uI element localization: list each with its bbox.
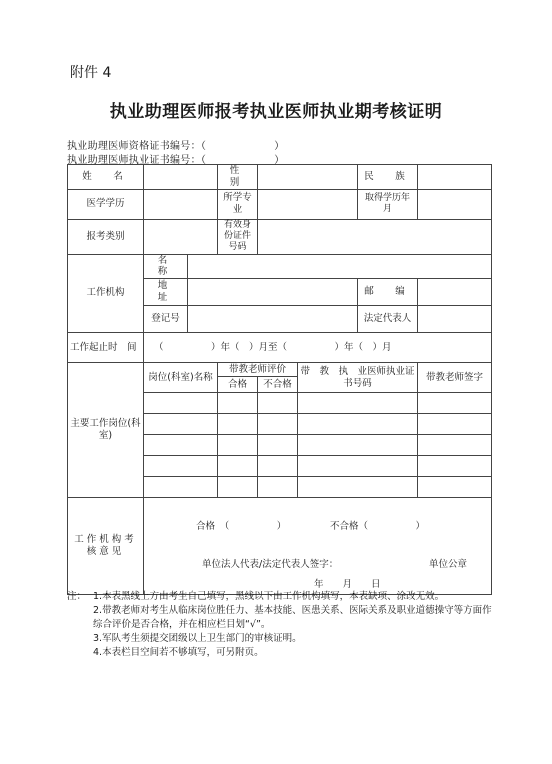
practice-cert-label: 执业助理医师执业证书编号： [67,155,201,166]
qualification-cert-line: 执业助理医师资格证书编号：（ ） [67,141,285,152]
opinion-fail-option[interactable]: 不合格（ ） [330,520,426,532]
post-name-cell[interactable] [144,393,218,414]
mentor-sign-header: 带教老师签字 [418,363,492,393]
opinion-pass-option[interactable]: 合格 （ ） [196,520,287,532]
notes-label: 注： [67,591,87,602]
degree-date-field[interactable] [418,189,492,219]
pass-cell[interactable] [218,393,258,414]
org-address-label: 地 址 [144,279,188,306]
seal-label: 单位公章 [429,558,468,570]
mentor-cert-header: 带 教 执 业医师执业证书号码 [298,363,418,393]
fail-cell[interactable] [258,393,298,414]
mentor-cert-cell[interactable] [298,456,418,477]
mentor-eval-header: 带教老师评价 [218,363,298,377]
degree-date-label: 取得学历年 月 [358,189,418,219]
pass-cell[interactable] [218,435,258,456]
note-item: 4.本表栏目空间若不够填写，可另附页。 [93,647,264,658]
post-name-cell[interactable] [144,456,218,477]
gender-field[interactable] [258,165,358,190]
note-item: 3.军队考生须提交团级以上卫生部门的审核证明。 [93,633,302,644]
main-post-label: 主要工作岗位(科室) [68,363,144,498]
fail-cell[interactable] [258,435,298,456]
org-name-field[interactable] [188,254,492,279]
mentor-cert-cell[interactable] [298,435,418,456]
fail-cell[interactable] [258,414,298,435]
id-number-field[interactable] [258,219,492,254]
assessment-form-table [67,164,492,595]
mentor-sign-cell[interactable] [418,435,492,456]
signature-label: 单位法人代表/法定代表人签字： [202,558,339,570]
qualification-cert-label: 执业助理医师资格证书编号： [67,141,201,152]
name-field[interactable] [144,165,218,190]
gender-label: 性 别 [218,165,258,190]
name-label: 姓 名 [68,165,144,190]
medical-education-field[interactable] [144,189,218,219]
id-number-label: 有效身份证件号码 [218,219,258,254]
attachment-label: 附件 4 [70,65,112,81]
post-name-cell[interactable] [144,435,218,456]
post-name-cell[interactable] [144,477,218,498]
legal-rep-field[interactable] [418,306,492,333]
pass-cell[interactable] [218,456,258,477]
fail-cell[interactable] [258,477,298,498]
legal-rep-label: 法定代表人 [358,306,418,333]
page-title: 执业助理医师报考执业医师执业期考核证明 [109,102,443,122]
mentor-sign-cell[interactable] [418,456,492,477]
pass-cell[interactable] [218,477,258,498]
exam-category-label: 报考类别 [68,219,144,254]
note-item: 注： 1.本表黑线上方由考生自己填写，黑线以下由工作机构填写，本表缺项、涂改无效。 [67,591,445,602]
medical-education-label: 医学学历 [68,189,144,219]
org-opinion-label: 工作机构考核意见 [68,498,144,595]
registration-field[interactable] [188,306,358,333]
fail-header: 不合格 [258,377,298,393]
notes-section [67,590,497,660]
pass-cell[interactable] [218,414,258,435]
mentor-sign-cell[interactable] [418,477,492,498]
major-label: 所学专业 [218,189,258,219]
postcode-label: 邮 编 [358,279,418,306]
mentor-cert-cell[interactable] [298,393,418,414]
postcode-field[interactable] [418,279,492,306]
org-opinion-cell [144,498,492,595]
pass-header: 合格 [218,377,258,393]
work-period-label: 工作起止时 间 [68,333,144,363]
mentor-cert-cell[interactable] [298,477,418,498]
mentor-sign-cell[interactable] [418,414,492,435]
work-period-field[interactable]: （ ）年（ ）月至（ ）年（ ）月 [144,333,492,363]
org-name-label: 名 称 [144,254,188,279]
ethnicity-field[interactable] [418,165,492,190]
fail-cell[interactable] [258,456,298,477]
post-name-header: 岗位(科室)名称 [144,363,218,393]
major-field[interactable] [258,189,358,219]
ethnicity-label: 民 族 [358,165,418,190]
note-item: 2.带教老师对考生从临床岗位胜任力、基本技能、医患关系、医际关系及职业道德操守等方面作综合评价是否合格，并在相应栏目划“√”。 [93,605,492,630]
exam-category-field[interactable] [144,219,218,254]
registration-label: 登记号 [144,306,188,333]
practice-cert-line: 执业助理医师执业证书编号：（ ） [67,155,285,166]
mentor-cert-cell[interactable] [298,414,418,435]
work-org-label: 工作机构 [68,254,144,333]
mentor-sign-cell[interactable] [418,393,492,414]
org-address-field[interactable] [188,279,358,306]
opinion-date: 年 月 日 [314,578,381,590]
post-name-cell[interactable] [144,414,218,435]
